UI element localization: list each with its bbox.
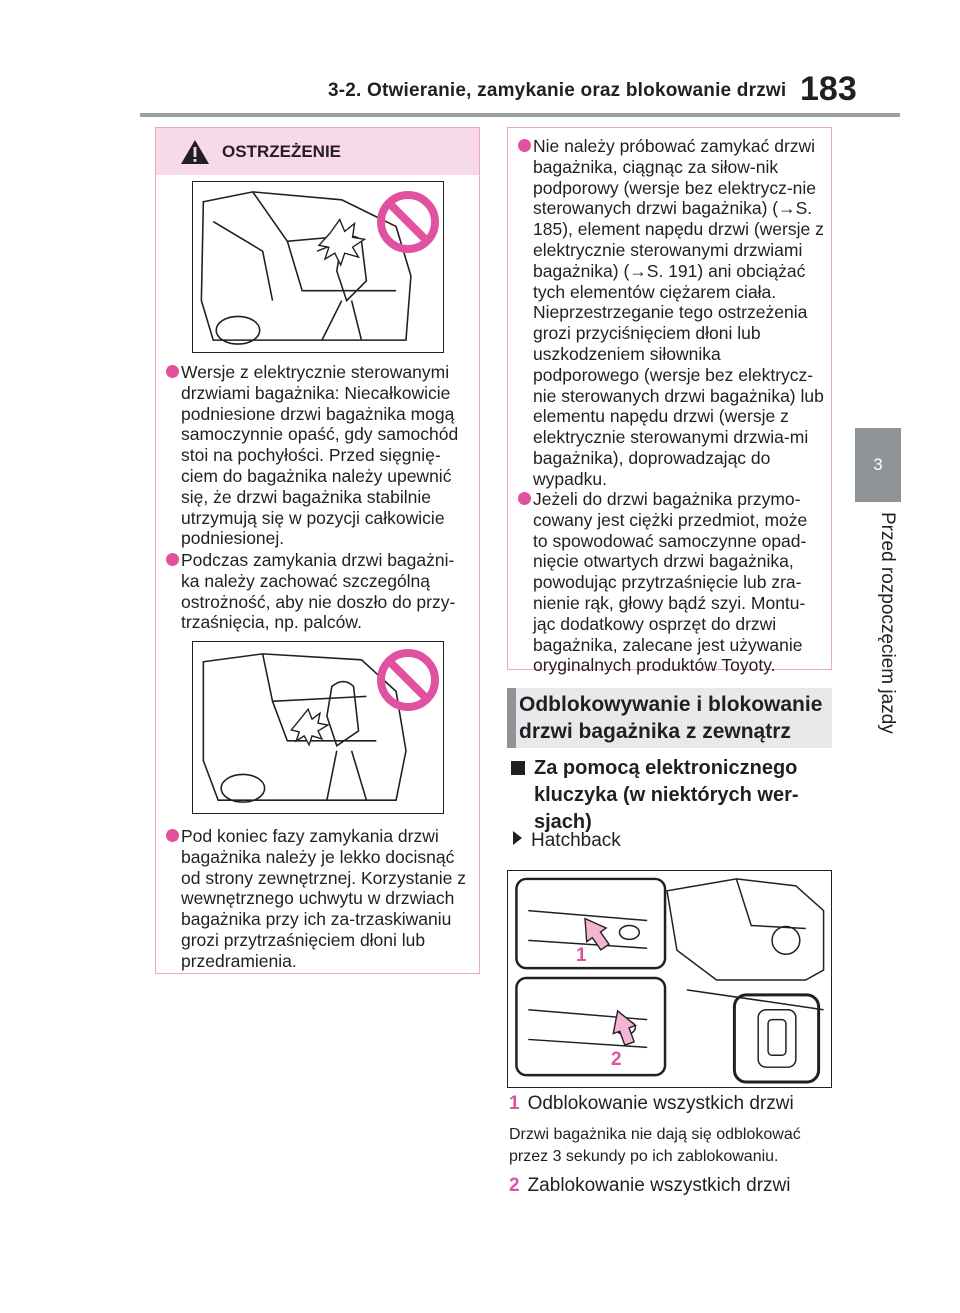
- warning-label: OSTRZEŻENIE: [222, 141, 342, 161]
- header-divider: [140, 113, 900, 117]
- callout-2: 2: [611, 1049, 622, 1070]
- warning-header: [156, 128, 479, 175]
- callout-1: 1: [576, 945, 587, 966]
- prohibited-icon: [376, 190, 440, 254]
- prohibited-icon: [376, 648, 440, 712]
- square-bullet-icon: [511, 761, 525, 775]
- step-unlock: 1 Odblokowanie wszystkich drzwi: [509, 1093, 794, 1114]
- bullet-icon: [166, 365, 179, 378]
- bullet-icon: [166, 553, 179, 566]
- chapter-tab[interactable]: [855, 428, 901, 502]
- warning-item: Jeżeli do drzwi bagażnika przymo-cowany jest ciężki przedmiot, może to spowodować samoczynne opad-nięcie otwartych drzwi bagażnika, powodując przytrzaśnięcie lub zra-nienie rąk, głowy bądź szyi. Montu-jąc dodatkowy osprzęt do drzwi bagażnika, zalecane jest używanie oryginalnych produktów Toyoty.: [518, 489, 826, 676]
- warning-triangle-icon: [180, 139, 210, 165]
- key-fob-illustration: [507, 870, 832, 1088]
- triangle-arrow-icon: [513, 831, 522, 845]
- subsection-heading: Za pomocą elektronicznego kluczyka (w niektórych wer-sjach): [507, 755, 832, 836]
- section-heading-text: Odblokowywanie i blokowanie drzwi bagażnika z zewnątrz: [519, 693, 823, 743]
- step-number: 2: [509, 1175, 520, 1196]
- warning-item: Pod koniec fazy zamykania drzwi bagażnika należy je lekko docisnąć od strony zewnętrznej. Korzystanie z wewnętrznego uchwytu w drzwiach bagażnika przy ich za-trzaskiwaniu grozi przytrzaśnięciem dłoni lub przedramienia.: [166, 826, 472, 972]
- chapter-label: Przed rozpoczęciem jazdy: [877, 512, 898, 734]
- chapter-number: 3: [873, 455, 883, 474]
- warning-item: Wersje z elektrycznie sterowanymi drzwiami bagażnika: Niecałkowicie podniesione drzwi bagażnika mogą samoczynnie opaść, gdy samochód stoi na pochyłości. Przed sięgnię-ciem do bagażnika należy upewnić się, że drzwi bagażnika stabilnie utrzymują się w pozycji całkowicie podniesionej.: [166, 362, 472, 549]
- bullet-icon: [166, 829, 179, 842]
- step-note: Drzwi bagażnika nie dają się odblokować przez 3 sekundy po ich zablokowaniu.: [509, 1126, 801, 1165]
- section-heading: [507, 688, 832, 748]
- section-header-title: 3-2. Otwieranie, zamykanie oraz blokowanie drzwi: [328, 80, 787, 101]
- door-handle-and-key-icon: [508, 871, 831, 1087]
- warning-item: Nie należy próbować zamykać drzwi bagażnika, ciągnąc za siłow-nik podporowy (wersje bez elektrycz-nie sterowanych drzwi bagażnika) (→S. 185), element napędu drzwi (wersje z elektrycznie sterowanymi drzwiami bagażnika) (→S. 191) ani obciążać tych elementów ciężarem ciała. Nieprzestrzeganie tego ostrzeżenia grozi przyciśnięciem dłoni lub uszkodzeniem siłownika podporowego (wersje bez elektrycz-nie sterowanych drzwi bagażnika) lub elementu napędu drzwi (wersje z elektrycznie sterowanymi drzwia-mi bagażnika), doprowadzając do wypadku.: [518, 136, 826, 490]
- step-lock: 2 Zablokowanie wszystkich drzwi: [509, 1175, 791, 1196]
- step-number: 1: [509, 1093, 520, 1114]
- bullet-icon: [518, 492, 531, 505]
- section-heading-bar: [507, 688, 516, 748]
- variant-label: Hatchback: [509, 830, 621, 852]
- warning-item: Podczas zamykania drzwi bagażni-ka należy zachować szczególną ostrożność, aby nie doszło do przy-trzaśnięcia, np. palców.: [166, 550, 472, 633]
- page-number: 183: [800, 70, 857, 108]
- bullet-icon: [518, 139, 531, 152]
